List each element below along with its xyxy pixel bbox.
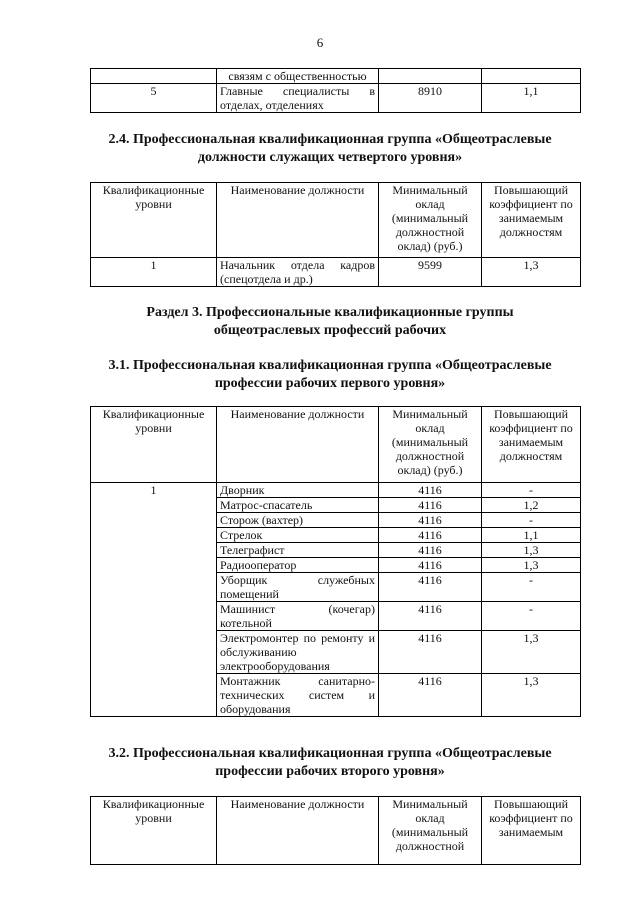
salary-cell: 4116 — [379, 513, 482, 528]
coef-cell: 1,3 — [482, 543, 581, 558]
table-2-4 — [90, 182, 581, 287]
name-cell: Уборщик служебных помещений — [217, 573, 379, 602]
salary-cell: 4116 — [379, 602, 482, 631]
salary-cell — [379, 69, 482, 84]
heading-line: Раздел 3. Профессиональные квалификационные группы — [146, 305, 514, 320]
table-header-row — [91, 797, 581, 865]
name-cell: Электромонтер по ремонту и обслуживанию электрооборудования — [217, 631, 379, 674]
header-salary: Минимальный оклад (минимальный должностной оклад) (руб.) — [379, 183, 482, 258]
table-row — [91, 258, 581, 287]
coef-cell: 1,3 — [482, 258, 581, 287]
level-cell: 5 — [91, 84, 217, 113]
header-salary: Минимальный оклад (минимальный должностной — [379, 797, 482, 865]
heading-line: должности служащих четвертого уровня» — [197, 150, 463, 165]
coef-cell: 1,3 — [482, 674, 581, 717]
name-cell: Матрос-спасатель — [217, 498, 379, 513]
name-cell: связям с общественностью — [217, 69, 379, 84]
table-3-1 — [90, 406, 581, 717]
salary-cell: 4116 — [379, 674, 482, 717]
name-cell: Монтажник санитарно-технических систем и оборудования — [217, 674, 379, 717]
table-continuation — [90, 68, 581, 113]
header-salary: Минимальный оклад (минимальный должностной оклад) (руб.) — [379, 407, 482, 483]
heading-line: 3.1. Профессиональная квалификационная группа «Общеотраслевые — [108, 358, 552, 373]
name-cell: Телеграфист — [217, 543, 379, 558]
coef-cell: - — [482, 513, 581, 528]
salary-cell: 9599 — [379, 258, 482, 287]
header-coef: Повышающий коэффициент по занимаемым — [482, 797, 581, 865]
salary-cell: 4116 — [379, 498, 482, 513]
salary-cell: 4116 — [379, 483, 482, 498]
coef-cell: - — [482, 602, 581, 631]
salary-cell: 4116 — [379, 558, 482, 573]
coef-cell: 1,3 — [482, 558, 581, 573]
section-heading-2-4 — [60, 131, 600, 167]
name-cell: Главные специалисты в отделах, отделениях — [217, 84, 379, 113]
salary-cell: 8910 — [379, 84, 482, 113]
salary-cell: 4116 — [379, 573, 482, 602]
name-cell: Машинист (кочегар) котельной — [217, 602, 379, 631]
table-header-row — [91, 183, 581, 258]
coef-cell: - — [482, 573, 581, 602]
section-heading-3 — [60, 304, 600, 340]
name-cell: Стрелок — [217, 528, 379, 543]
name-cell: Радиооператор — [217, 558, 379, 573]
level-cell: 1 — [91, 483, 217, 717]
salary-cell: 4116 — [379, 543, 482, 558]
heading-line: профессии рабочих второго уровня» — [215, 764, 445, 779]
table-row — [91, 84, 581, 113]
header-level: Квалификационные уровни — [91, 797, 217, 865]
table-row — [91, 69, 581, 84]
table-row — [91, 483, 581, 498]
table-3-2 — [90, 796, 581, 865]
page-number: 6 — [316, 35, 324, 50]
name-cell: Дворник — [217, 483, 379, 498]
coef-cell: - — [482, 483, 581, 498]
header-name: Наименование должности — [217, 183, 379, 258]
coef-cell: 1,2 — [482, 498, 581, 513]
heading-line: профессии рабочих первого уровня» — [214, 376, 446, 391]
heading-line: общеотраслевых профессий рабочих — [213, 323, 447, 338]
coef-cell: 1,1 — [482, 528, 581, 543]
section-heading-3-1 — [60, 357, 600, 393]
name-cell: Начальник отдела кадров (спецотдела и др.) — [217, 258, 379, 287]
salary-cell: 4116 — [379, 528, 482, 543]
heading-line: 3.2. Профессиональная квалификационная группа «Общеотраслевые — [108, 746, 552, 761]
name-cell: Сторож (вахтер) — [217, 513, 379, 528]
header-name: Наименование должности — [217, 797, 379, 865]
header-level: Квалификационные уровни — [91, 183, 217, 258]
header-name: Наименование должности — [217, 407, 379, 483]
salary-cell: 4116 — [379, 631, 482, 674]
header-coef: Повышающий коэффициент по занимаемым должностям — [482, 407, 581, 483]
heading-line: 2.4. Профессиональная квалификационная группа «Общеотраслевые — [108, 132, 552, 147]
table-header-row — [91, 407, 581, 483]
header-level: Квалификационные уровни — [91, 407, 217, 483]
coef-cell — [482, 69, 581, 84]
coef-cell: 1,1 — [482, 84, 581, 113]
section-heading-3-2 — [60, 745, 600, 781]
level-cell — [91, 69, 217, 84]
level-cell: 1 — [91, 258, 217, 287]
coef-cell: 1,3 — [482, 631, 581, 674]
header-coef: Повышающий коэффициент по занимаемым должностям — [482, 183, 581, 258]
